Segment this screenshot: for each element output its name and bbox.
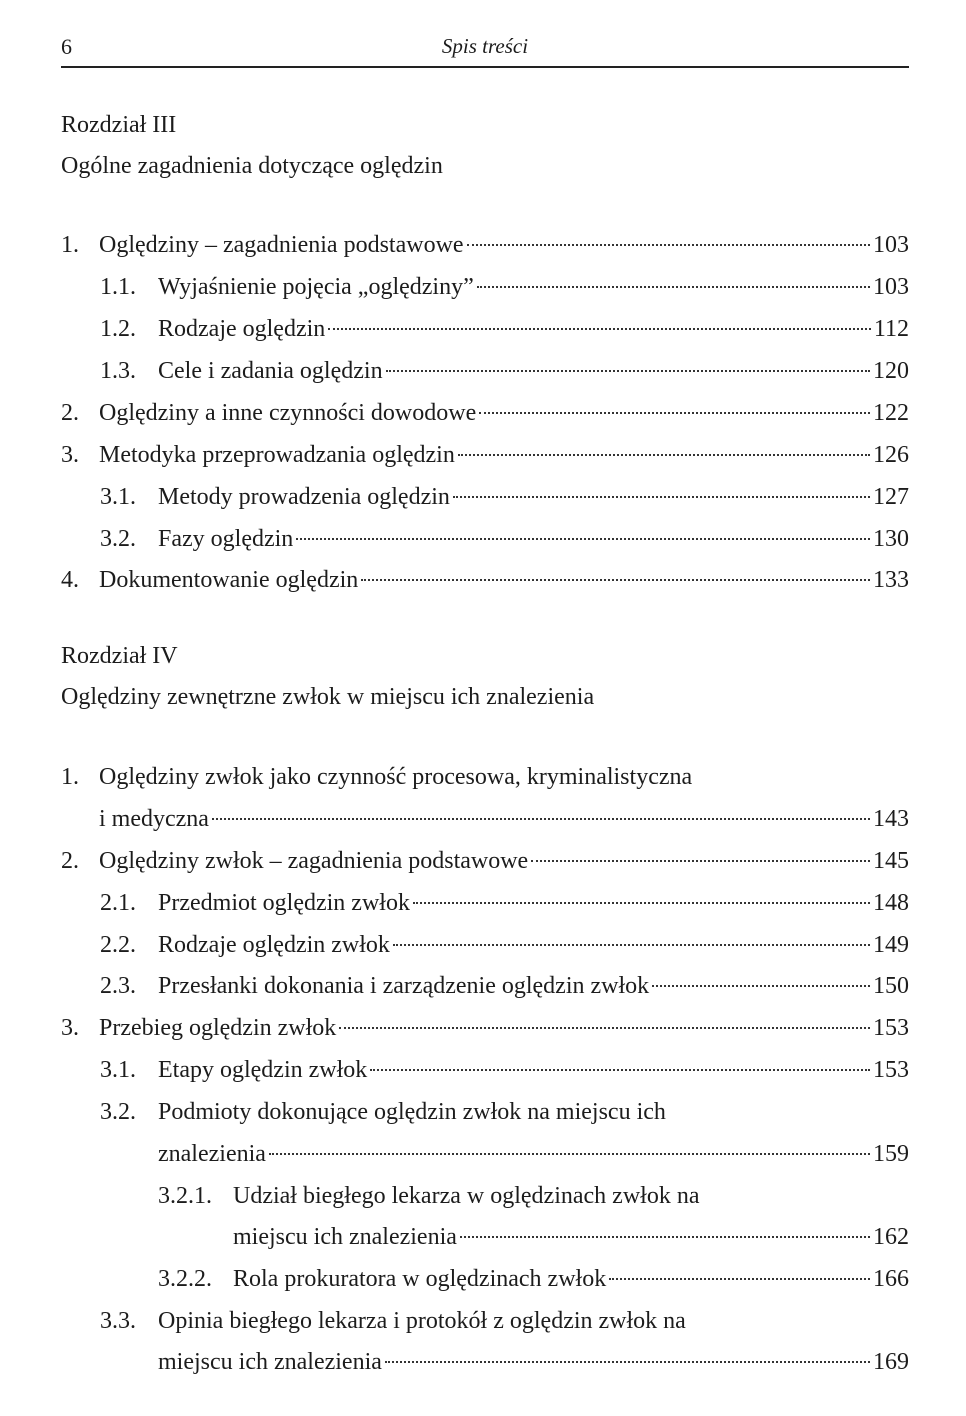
toc-entry-first-line xyxy=(100,1095,909,1129)
entry-title: Rodzaje oględzin zwłok xyxy=(158,932,390,958)
dot-leader xyxy=(460,1236,870,1238)
entry-page: 112 xyxy=(873,316,909,342)
entry-number: 1. xyxy=(61,764,79,790)
entry-number: 3. xyxy=(61,1015,79,1041)
toc-entry[interactable] xyxy=(100,312,909,346)
entry-page: 103 xyxy=(873,232,909,258)
entry-page: 169 xyxy=(873,1349,909,1375)
entry-title: Etapy oględzin zwłok xyxy=(158,1057,368,1083)
dot-leader xyxy=(477,286,870,288)
chapter-4-title: Oględziny zewnętrzne zwłok w miejscu ich znalezienia xyxy=(61,684,595,710)
entry-page: 159 xyxy=(873,1141,909,1167)
dot-leader xyxy=(413,902,870,904)
dot-leader xyxy=(609,1278,870,1280)
entry-page: 126 xyxy=(873,442,909,468)
chapter-3-title: Ogólne zagadnienia dotyczące oględzin xyxy=(61,153,443,179)
dot-leader xyxy=(212,818,870,820)
entry-title: miejscu ich znalezienia xyxy=(158,1349,382,1375)
dot-leader xyxy=(453,496,870,498)
entry-number: 3.1. xyxy=(100,1057,136,1083)
toc-entry[interactable] xyxy=(61,438,909,472)
entry-number: 2.1. xyxy=(100,890,136,916)
entry-number: 4. xyxy=(61,567,79,593)
dot-leader xyxy=(269,1153,870,1155)
entry-title: i medyczna xyxy=(99,806,209,832)
dot-leader xyxy=(531,860,870,862)
entry-number: 2. xyxy=(61,400,79,426)
entry-number: 3.3. xyxy=(100,1308,136,1334)
entry-number: 2.3. xyxy=(100,973,136,999)
toc-entry[interactable] xyxy=(100,928,909,962)
entry-page: 162 xyxy=(873,1224,909,1250)
entry-number: 3.2.2. xyxy=(158,1266,212,1292)
page-header xyxy=(61,30,909,68)
entry-number: 1.2. xyxy=(100,316,136,342)
page-number: 6 xyxy=(61,34,72,59)
entry-number: 2. xyxy=(61,848,79,874)
toc-entry[interactable] xyxy=(100,886,909,920)
toc-entry[interactable] xyxy=(61,563,909,597)
dot-leader xyxy=(296,538,870,540)
running-title: Spis treści xyxy=(441,34,529,58)
dot-leader xyxy=(385,1361,870,1363)
entry-page: 145 xyxy=(873,848,909,874)
entry-title: Metodyka przeprowadzania oględzin xyxy=(99,442,455,468)
entry-title: Przebieg oględzin zwłok xyxy=(99,1015,337,1041)
entry-title: Dokumentowanie oględzin xyxy=(99,567,359,593)
entry-title: Fazy oględzin xyxy=(158,526,294,552)
toc-entry-first-line xyxy=(61,760,909,794)
entry-title: miejscu ich znalezienia xyxy=(233,1224,457,1250)
dot-leader xyxy=(339,1027,870,1029)
toc-entry[interactable] xyxy=(61,228,909,262)
dot-leader xyxy=(386,370,870,372)
toc-entry[interactable] xyxy=(61,396,909,430)
entry-title-line1: Udział biegłego lekarza w oględzinach zwłok na xyxy=(233,1183,700,1209)
toc-entry[interactable] xyxy=(158,1262,909,1296)
entry-title-line1: Podmioty dokonujące oględzin zwłok na miejscu ich xyxy=(158,1099,666,1125)
toc-entry-first-line xyxy=(158,1179,909,1213)
dot-leader xyxy=(393,944,870,946)
toc-entry[interactable] xyxy=(158,1137,909,1171)
entry-number: 2.2. xyxy=(100,932,136,958)
toc-entry[interactable] xyxy=(61,844,909,878)
toc-entry[interactable] xyxy=(100,480,909,514)
entry-title: Rola prokuratora w oględzinach zwłok xyxy=(233,1266,607,1292)
entry-number: 3.2.1. xyxy=(158,1183,212,1209)
entry-page: 103 xyxy=(873,274,909,300)
entry-title: Metody prowadzenia oględzin xyxy=(158,484,450,510)
entry-number: 3.2. xyxy=(100,526,136,552)
toc-entry-first-line xyxy=(100,1304,909,1338)
chapter-3-label: Rozdział III xyxy=(61,112,177,138)
toc-entry[interactable] xyxy=(100,522,909,556)
entry-title: Przesłanki dokonania i zarządzenie oględzin zwłok xyxy=(158,973,650,999)
entry-title-line1: Oględziny zwłok jako czynność procesowa, kryminalistyczna xyxy=(99,764,693,790)
entry-page: 122 xyxy=(873,400,909,426)
toc-entry[interactable] xyxy=(100,969,909,1003)
toc-entry[interactable] xyxy=(233,1220,909,1254)
entry-page: 153 xyxy=(873,1057,909,1083)
entry-title: Oględziny zwłok – zagadnienia podstawowe xyxy=(99,848,529,874)
entry-title: Wyjaśnienie pojęcia „oględziny” xyxy=(158,274,474,300)
entry-number: 1.3. xyxy=(100,358,136,384)
entry-page: 120 xyxy=(873,358,909,384)
entry-page: 150 xyxy=(873,973,909,999)
toc-entry[interactable] xyxy=(100,1053,909,1087)
toc-entry[interactable] xyxy=(100,270,909,304)
entry-number: 3.1. xyxy=(100,484,136,510)
entry-page: 130 xyxy=(873,526,909,552)
entry-page: 127 xyxy=(873,484,909,510)
entry-page: 148 xyxy=(873,890,909,916)
entry-title: Przedmiot oględzin zwłok xyxy=(158,890,410,916)
entry-page: 143 xyxy=(873,806,909,832)
chapter-4-label: Rozdział IV xyxy=(61,643,178,669)
dot-leader xyxy=(361,579,870,581)
entry-number: 1. xyxy=(61,232,79,258)
entry-title-line1: Opinia biegłego lekarza i protokół z oględzin zwłok na xyxy=(158,1308,686,1334)
dot-leader xyxy=(652,985,870,987)
entry-page: 153 xyxy=(873,1015,909,1041)
toc-entry[interactable] xyxy=(100,354,909,388)
entry-title: Rodzaje oględzin xyxy=(158,316,326,342)
toc-entry[interactable] xyxy=(158,1345,909,1379)
entry-page: 133 xyxy=(873,567,909,593)
entry-title: Cele i zadania oględzin xyxy=(158,358,383,384)
dot-leader xyxy=(328,328,871,330)
entry-number: 1.1. xyxy=(100,274,136,300)
entry-title: Oględziny a inne czynności dowodowe xyxy=(99,400,477,426)
entry-number: 3.2. xyxy=(100,1099,136,1125)
entry-number: 3. xyxy=(61,442,79,468)
dot-leader xyxy=(479,412,870,414)
dot-leader xyxy=(370,1069,870,1071)
entry-page: 149 xyxy=(873,932,909,958)
toc-entry[interactable] xyxy=(99,802,909,836)
toc-entry[interactable] xyxy=(61,1011,909,1045)
entry-title: Oględziny – zagadnienia podstawowe xyxy=(99,232,464,258)
entry-page: 166 xyxy=(873,1266,909,1292)
entry-title: znalezienia xyxy=(158,1141,266,1167)
dot-leader xyxy=(467,244,870,246)
dot-leader xyxy=(458,454,870,456)
